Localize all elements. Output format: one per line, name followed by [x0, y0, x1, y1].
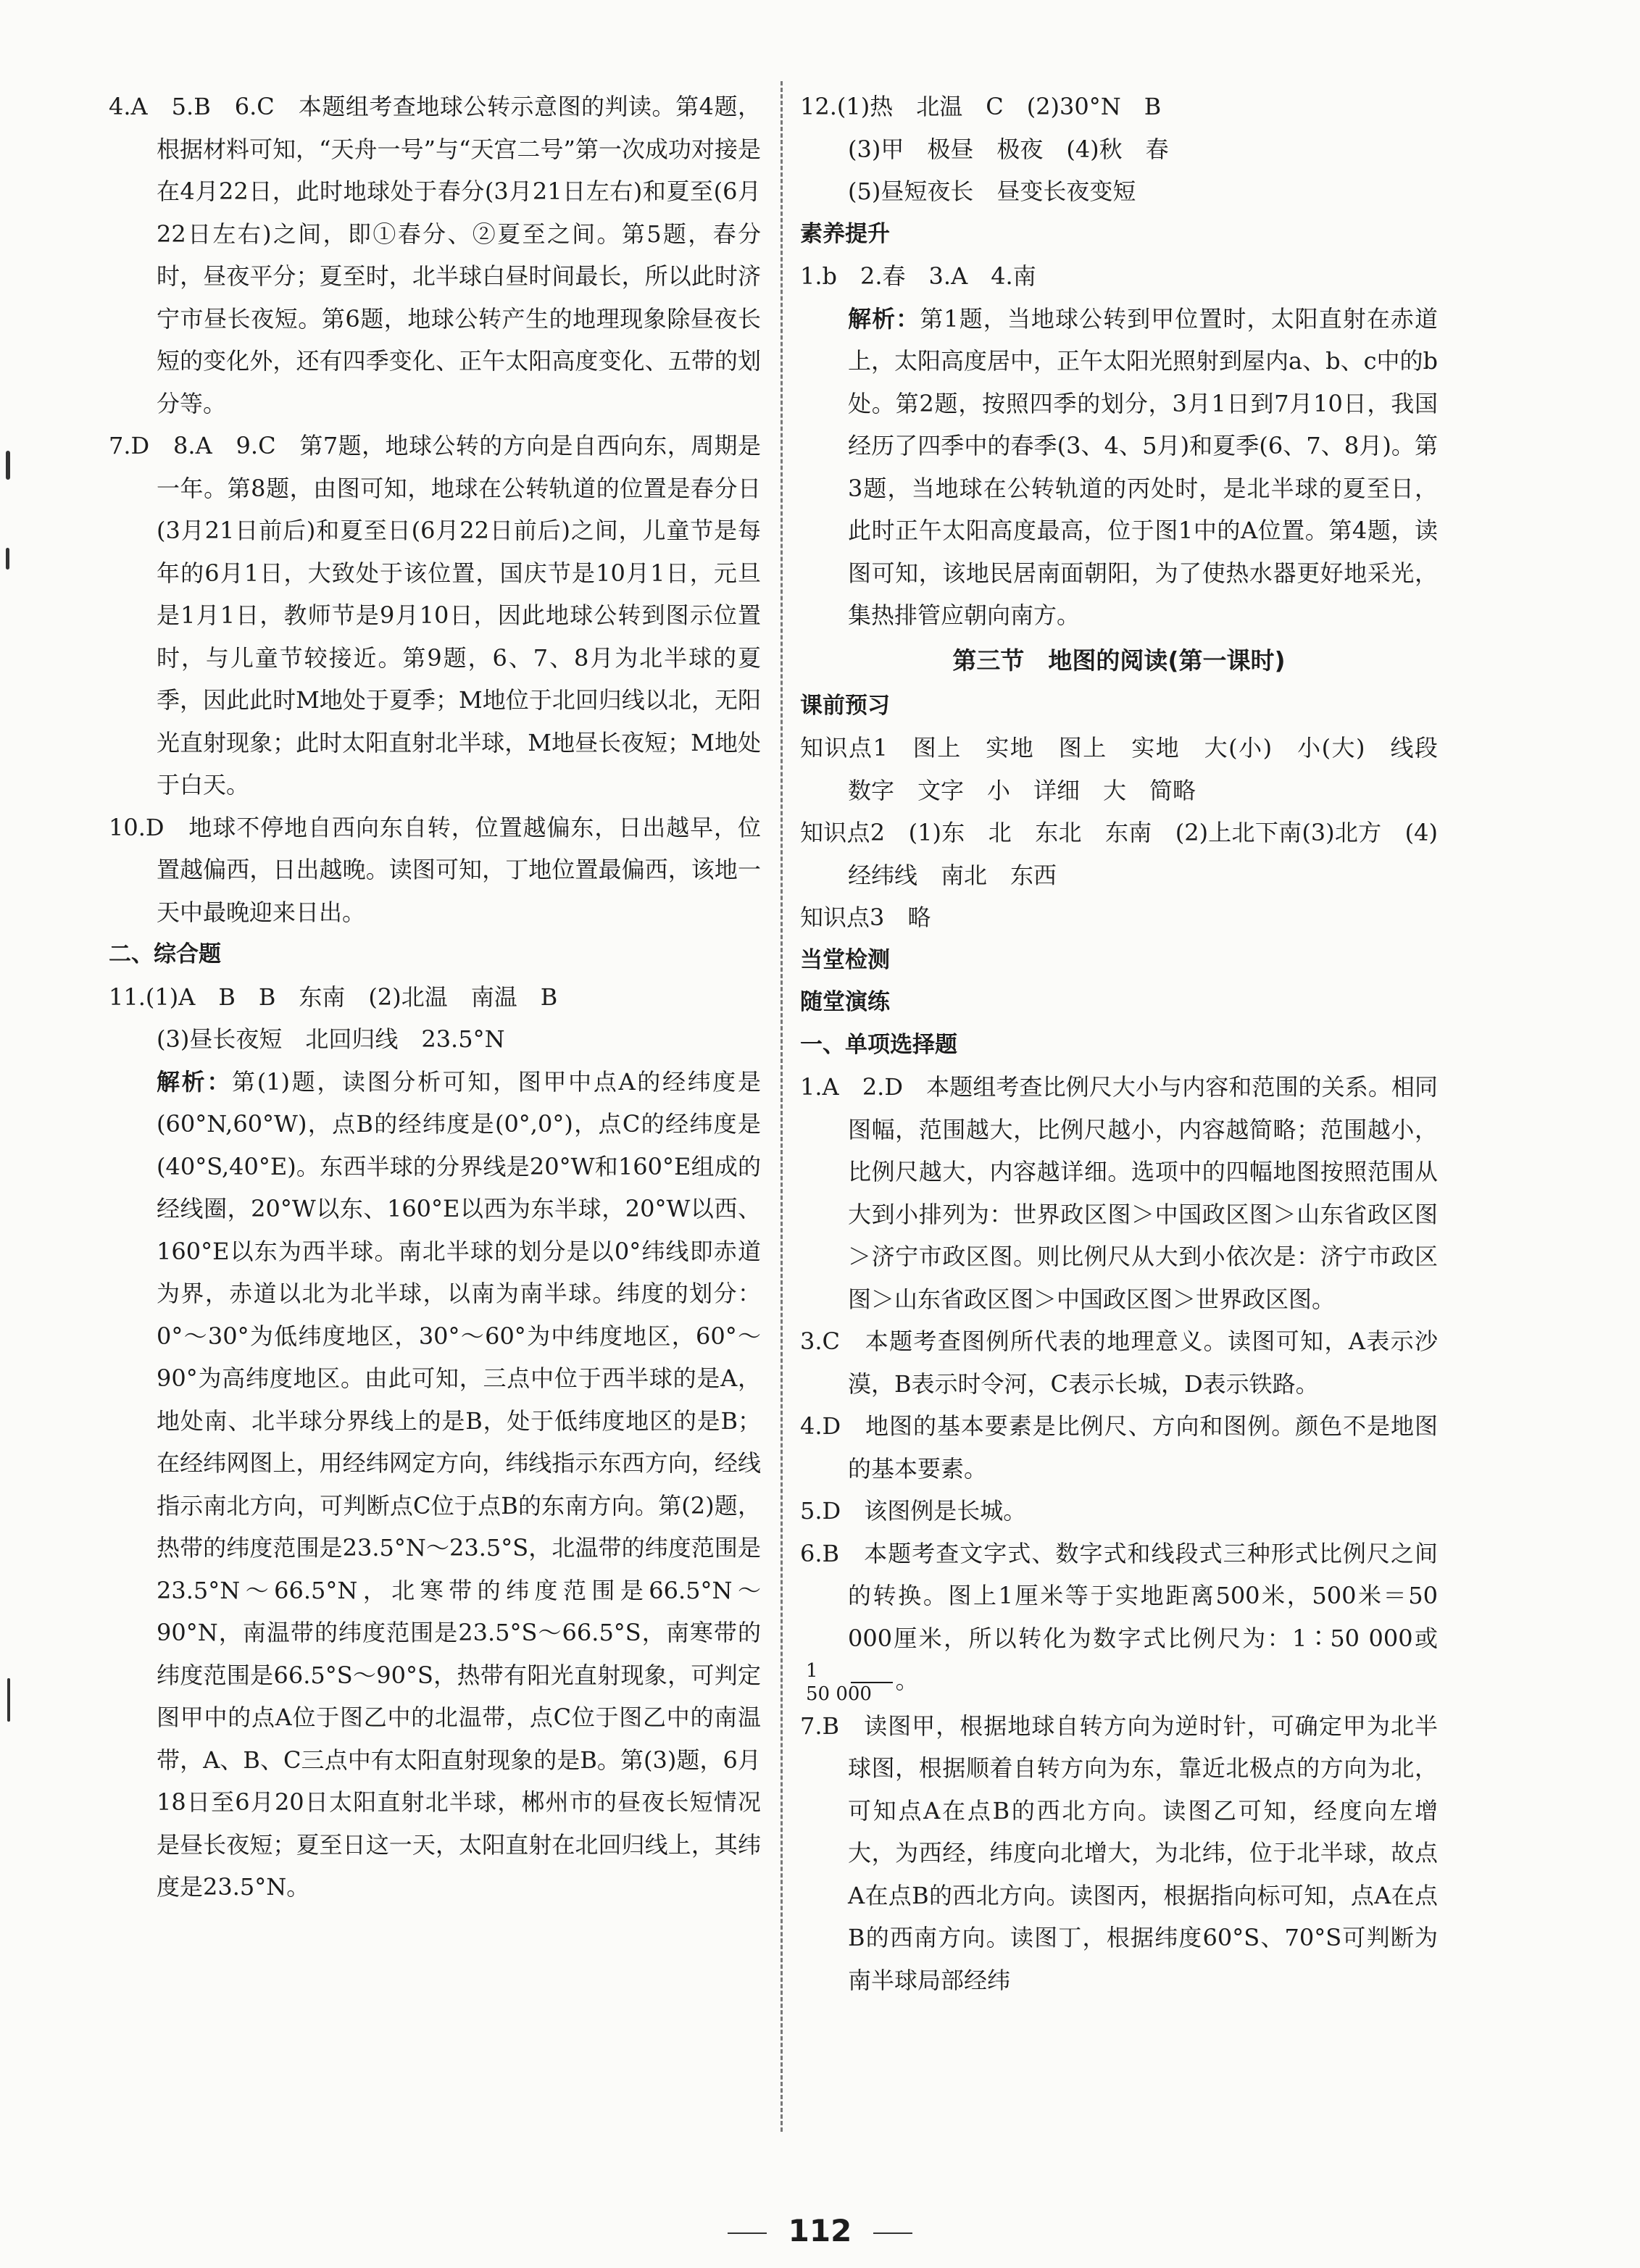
footer-dash — [873, 2232, 912, 2234]
page-number-footer — [0, 2213, 1640, 2248]
scan-mark — [6, 548, 9, 570]
section-heading: 素养提升 — [800, 220, 890, 247]
section-heading: 课前预习 — [800, 692, 890, 719]
answer-item — [800, 727, 1462, 812]
answer-text: 知识点3 略 — [800, 904, 931, 931]
explanation-text: 第(1)题，读图分析可知，图甲中点A的经纬度是(60°N,60°W)，点B的经纬度是(0°,0°)，点C的经纬度是(40°S,40°E)。东西半球的分界线是20°W和160°E组成的经线圈，20°W以东、160°E以西为东半球，20°W以西、160°E以东为西半球。南北半球的划分是以0°纬线即赤道为界，赤道以北为北半球，以南为南半球。纬度的划分：0°～30°为低纬度地区，30°～60°为中纬度地区，60°～90°为高纬度地区。由此可知，三点中位于西半球的是A，地处南、北半球分界线上的是B，处于低纬度地区的是B；在经纬网图上，用经纬网定方向，纬线指示东西方向，经线指示南北方向，可判断点C位于点B的东南方向。第(2)题，热带的纬度范围是23.5°N～23.5°S，北温带的纬度范围是23.5°N～66.5°N，北寒带的纬度范围是66.5°N～90°N，南温带的纬度范围是23.5°S～66.5°S，南寒带的纬度范围是66.5°S～90°S，热带有阳光直射现象，可判定图甲中的点A位于图乙中的北温带，点C位于图乙中的南温带，A、B、C三点中有太阳直射现象的是B。第(3)题，6月18日至6月20日太阳直射北半球，郴州市的昼夜长短情况是昼长夜短；夏至日这一天，太阳直射在北回归线上，其纬度是23.5°N。 — [157, 1067, 761, 1901]
section-heading: 二、综合题 — [109, 941, 221, 967]
explanation-text: 第1题，当地球公转到甲位置时，太阳直射在赤道上，太阳高度居中，正午太阳光照射到屋内a、b、c中的b处。第2题，按照四季的划分，3月1日到7月10日，我国经历了四季中的春季(3、4、5月)和夏季(6、7、8月)。第3题，当地球在公转轨道的丙处时，是北半球的夏至日，此时正午太阳高度最高，位于图1中的A位置。第4题，读图可知，该地民居南面朝阳，为了使热水器更好地采光，集热排管应朝向南方。 — [848, 304, 1438, 629]
answer-text: 4.A 5.B 6.C 本题组考查地球公转示意图的判读。第4题，根据材料可知，“天舟一号”与“天宫二号”第一次成功对接是在4月22日，此时地球处于春分(3月21日左右)和夏至(6月22日左右)之间，即①春分、②夏至之间。第5题，春分时，昼夜平分；夏至时，北半球白昼时间最长，所以此时济宁市昼长夜短。第6题，地球公转产生的地理现象除昼夜长短的变化外，还有四季变化、正午太阳高度变化、五带的划分等。 — [109, 93, 761, 417]
explanation-label: 解析： — [157, 1067, 233, 1096]
answer-text: 3.C 本题考查图例所代表的地理意义。读图可知，A表示沙漠，B表示时令河，C表示长城，D表示铁路。 — [800, 1327, 1438, 1398]
left-column — [109, 86, 761, 1909]
answer-tail: 。 — [895, 1667, 919, 1694]
fraction — [806, 1659, 893, 1705]
answer-text: 知识点1 图上 实地 图上 实地 大(小) 小(大) 线段 数字 文字 小 详细 大 简略 — [800, 734, 1462, 804]
scan-mark — [7, 1678, 10, 1722]
answer-item — [800, 1490, 1438, 1533]
explanation-paragraph — [109, 1061, 761, 1909]
answer-item — [800, 896, 1438, 939]
answer-item — [800, 1405, 1438, 1490]
scan-mark — [6, 451, 10, 480]
answer-item — [109, 86, 761, 425]
explanation-paragraph — [800, 298, 1438, 637]
answer-item — [800, 255, 1438, 298]
explanation-label: 解析： — [848, 304, 920, 333]
section-heading: 随堂演练 — [800, 989, 890, 1015]
answer-continuation: (3)甲 极昼 极夜 (4)秋 春 — [848, 135, 1169, 163]
section-heading: 当堂检测 — [800, 946, 890, 973]
answer-continuation: (3)昼长夜短 北回归线 23.5°N — [157, 1025, 505, 1053]
answer-text: 1.A 2.D 本题组考查比例尺大小与内容和范围的关系。相同图幅，范围越大，比例尺越小，内容越简略；范围越小，比例尺越大，内容越详细。选项中的四幅地图按照范围从大到小排列为：世界政区图＞中国政区图＞山东省政区图＞济宁市政区图。则比例尺从大到小依次是：济宁市政区图＞山东省政区图＞中国政区图＞世界政区图。 — [800, 1073, 1438, 1313]
answer-item — [800, 1066, 1438, 1320]
answer-item — [800, 812, 1438, 896]
answer-item — [800, 86, 1438, 128]
section-heading: 一、单项选择题 — [800, 1031, 957, 1058]
chapter-section-title: 第三节 地图的阅读(第一课时) — [952, 646, 1286, 675]
answer-text: 11.(1)A B B 东南 (2)北温 南温 B — [109, 983, 558, 1011]
answer-text: 1.b 2.春 3.A 4.南 — [800, 262, 1036, 290]
answer-text: 12.(1)热 北温 C (2)30°N B — [800, 93, 1162, 120]
answer-text: 5.D 该图例是长城。 — [800, 1497, 1027, 1525]
fraction-numerator: 1 — [851, 1660, 893, 1683]
column-divider — [781, 81, 783, 2132]
page-number: 112 — [788, 2213, 852, 2248]
fraction-denominator: 50 000 — [806, 1683, 872, 1705]
answer-item — [800, 1320, 1438, 1405]
answer-text: 7.B 读图甲，根据地球自转方向为逆时针，可确定甲为北半球图，根据顺着自转方向为东，靠近北极点的方向为北，可知点A在点B的西北方向。读图乙可知，经度向左增大，为西经，纬度向北增大，为北纬，位于北半球，故点A在点B的西北方向。读图丙，根据指向标可知，点A在点B的西南方向。读图丁，根据纬度60°S、70°S可判断为南半球局部经纬 — [800, 1712, 1438, 1994]
answer-text: 7.D 8.A 9.C 第7题，地球公转的方向是自西向东，周期是一年。第8题，由图可知，地球在公转轨道的位置是春分日(3月21日前后)和夏至日(6月22日前后)之间，儿童节是每年的6月1日，大致处于该位置，国庆节是10月1日，元旦是1月1日，教师节是9月10日，因此地球公转到图示位置时，与儿童节较接近。第9题，6、7、8月为北半球的夏季，因此此时M地处于夏季；M地位于北回归线以北，无阳光直射现象；此时太阳直射北半球，M地昼长夜短；M地处于白天。 — [109, 432, 761, 799]
answer-text: 6.B 本题考查文字式、数字式和线段式三种形式比例尺之间的转换。图上1厘米等于实地距离500米，500米＝50 000厘米，所以转化为数字式比例尺为：1∶50 000或 — [800, 1539, 1446, 1652]
answer-text: 知识点2 (1)东 北 东北 东南 (2)上北下南(3)北方 (4)经纬线 南北 东西 — [800, 819, 1438, 889]
answer-item — [109, 806, 761, 934]
answer-item — [109, 425, 761, 806]
answer-text: 10.D 地球不停地自西向东自转，位置越偏东，日出越早，位置越偏西，日出越晚。读图可知，丁地位置最偏西，该地一天中最晚迎来日出。 — [109, 813, 761, 926]
footer-dash — [728, 2232, 767, 2234]
answer-text: 4.D 地图的基本要素是比例尺、方向和图例。颜色不是地图的基本要素。 — [800, 1412, 1438, 1483]
answer-item — [800, 1705, 1438, 2002]
right-column — [800, 86, 1462, 2001]
answer-item — [800, 1533, 1446, 1705]
answer-continuation: (5)昼短夜长 昼变长夜变短 — [848, 178, 1136, 205]
answer-item — [109, 976, 761, 1019]
